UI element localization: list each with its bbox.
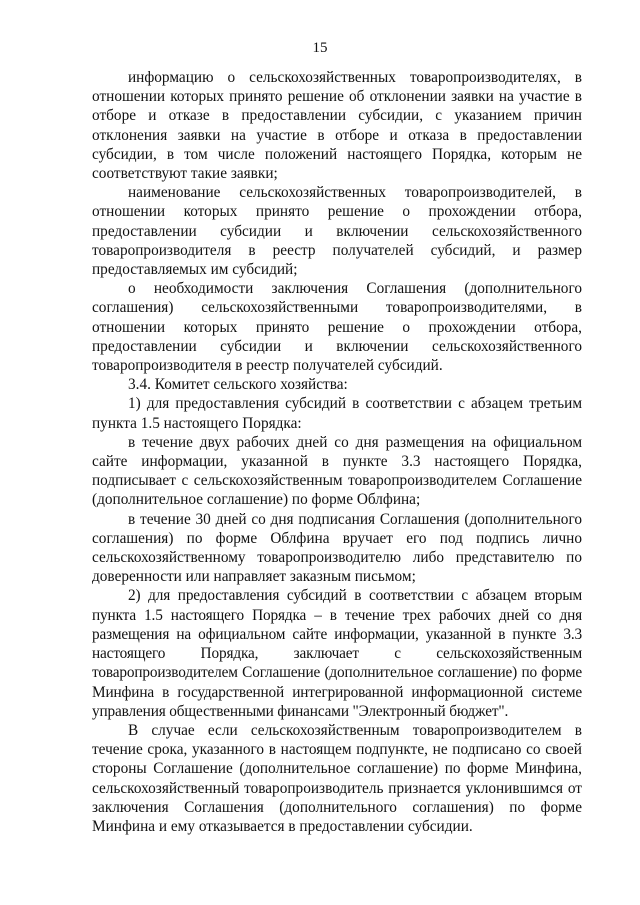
paragraph-section-3-4-heading: 3.4. Комитет сельского хозяйства:: [128, 376, 348, 394]
paragraph-thirty-days-delivery: в течение 30 дней со дня подписания Соглашения (дополнительного соглашения) по форме Облфина вручает его под подпись лично сельскохозяйственному товаропроизводителю либо представителю по доверенности или направляет заказным письмом;: [92, 510, 582, 586]
paragraph-evasion-clause: В случае если сельскохозяйственным товаропроизводителем в течение срока, указанного в настоящем подпункте, не подписано со своей стороны Соглашение (дополнительное соглашение) по форме Минфина, сельскохозяйственный товаропроизводитель признается уклонившимся от заключения Соглашения (дополнительного соглашения) по форме Минфина и ему отказывается в предоставлении субсидии.: [92, 721, 582, 835]
paragraph-agreement-necessity: о необходимости заключения Соглашения (дополнительного соглашения) сельскохозяйственными товаропроизводителями, в отношении которых принято решение о прохождении отбора, предоставлении субсидии и включении сельскохозяйственного товаропроизводителя в реестр получателей субсидий.: [92, 280, 582, 375]
paragraph-selected-producers-list: наименование сельскохозяйственных товаропроизводителей, в отношении которых принято решение о прохождении отбора, предоставлении субсидии и включении сельскохозяйственного товаропроизводителя в реестр получателей субсидий, и размер предоставляемых им субсидий;: [92, 184, 582, 279]
page-number: 15: [312, 40, 328, 56]
paragraph-item-2: 2) для предоставления субсидий в соответствии с абзацем вторым пункта 1.5 настоящего Порядка – в течение трех рабочих дней со дня размещения на официальном сайте информации, указанной в пункте 3.3 настоящего Порядка, заключает с сельскохозяйственным товаропроизводителем Соглашение (дополнительное соглашение) по форме Минфина в государственной интегрированной информационной системе управления общественными финансами "Электронный бюджет".: [92, 587, 582, 720]
document-body: [92, 68, 582, 836]
paragraph-rejected-producers-info: информацию о сельскохозяйственных товаропроизводителях, в отношении которых принято решение об отклонении заявки на участие в отборе и отказе в предоставлении субсидии, с указанием причин отклонения заявки на участие в отборе и отказа в предоставлении субсидии, в том числе положений настоящего Порядка, которым не соответствуют такие заявки;: [92, 69, 582, 183]
paragraph-two-working-days: в течение двух рабочих дней со дня размещения на официальном сайте информации, указанной в пункте 3.3 настоящего Порядка, подписывает с сельскохозяйственным товаропроизводителем Соглашение (дополнительное соглашение) по форме Облфина;: [92, 433, 582, 509]
paragraph-item-1: 1) для предоставления субсидий в соответствии с абзацем третьим пункта 1.5 настоящего Порядка:: [92, 395, 582, 432]
